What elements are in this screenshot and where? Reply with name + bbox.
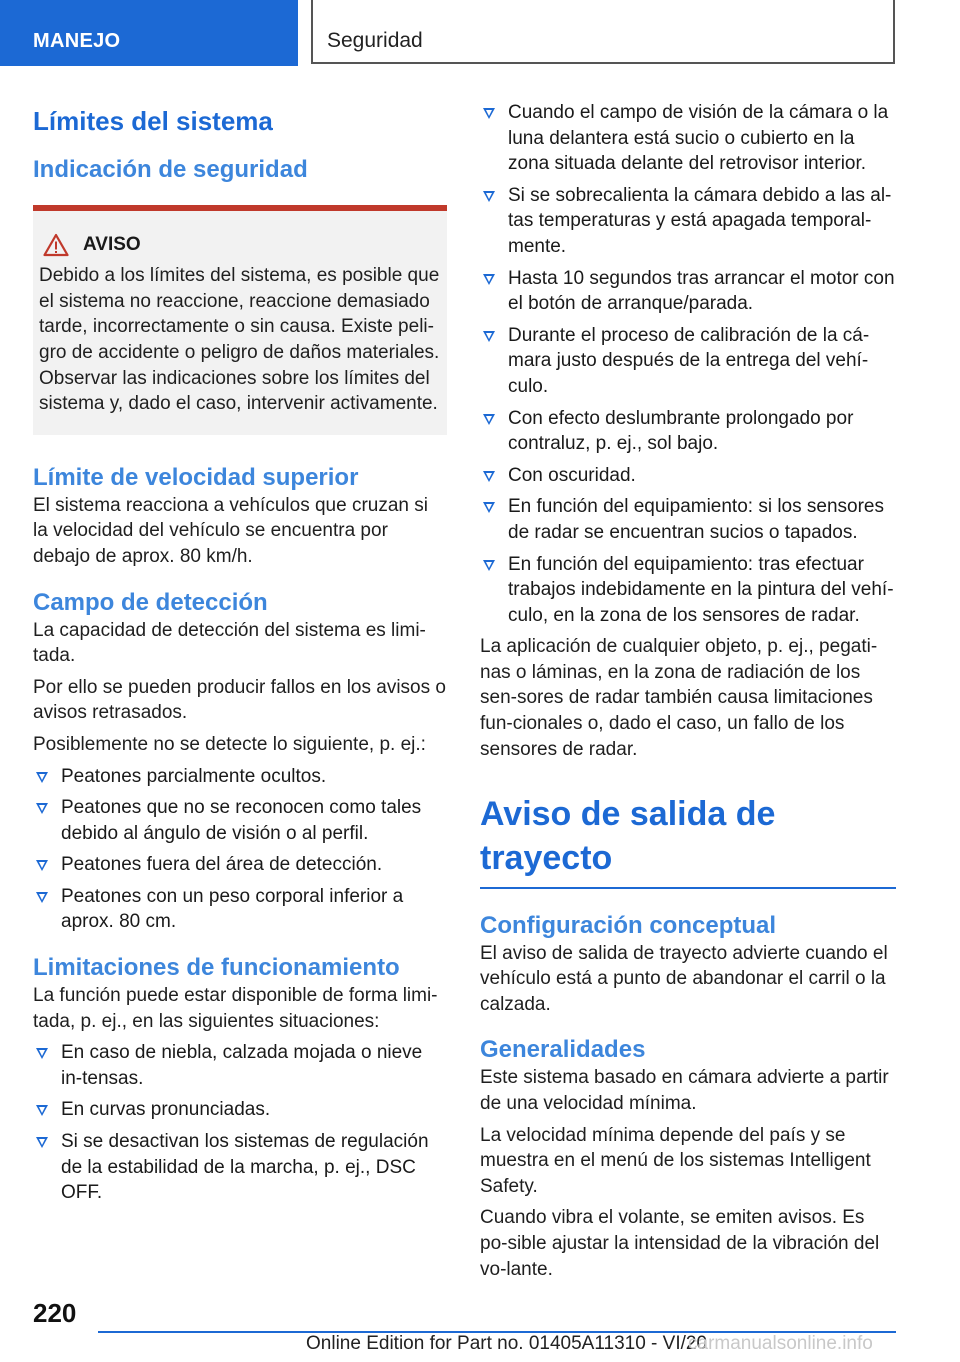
general-heading: Generalidades (480, 1036, 646, 1064)
watermark: carmanualsonline.info (688, 1333, 873, 1354)
triangle-bullet-icon (36, 772, 48, 783)
safety-heading: Indicación de seguridad (33, 156, 308, 184)
list-item: Cuando el campo de visión de la cámara o la luna delantera está sucio o cubierto en la zona situada delante del retrovisor interior. (480, 100, 896, 177)
list-item: Peatones que no se reconocen como tales debido al ángulo de visión o al perfil. (33, 795, 447, 846)
section-title: Límites del sistema (33, 106, 273, 136)
triangle-bullet-icon (483, 471, 495, 482)
warning-box (33, 205, 447, 435)
list-item: Peatones parcialmente ocultos. (33, 764, 447, 790)
general-text-1: Este sistema basado en cámara advierte a partir de una velocidad mínima. (480, 1067, 889, 1114)
general-text-2: La velocidad mínima depende del país y se muestra en el menú de los sistemas Intelligent Safety. (480, 1124, 871, 1197)
detection-text-1: La capacidad de detección del sistema es limi-tada. (33, 619, 426, 667)
concept-heading: Configuración conceptual (480, 911, 777, 939)
radar-objects-text: La aplicación de cualquier objeto, p. ej., pegati-nas o láminas, en la zona de radiación de los sen-sores de radar también causa limitaciones fun-cionales o, dado el caso, un fallo de los sensores de radar. (480, 636, 878, 760)
list-item: Si se sobrecalienta la cámara debido a las al-tas temperaturas y está apagada temporal-mente. (480, 183, 896, 260)
speed-limit-text: El sistema reacciona a vehículos que cruzan si la velocidad del vehículo se encuentra por debajo de aprox. 80 km/h. (33, 494, 428, 567)
chapter-title: Seguridad (311, 0, 895, 64)
list-item: Hasta 10 segundos tras arrancar el motor con el botón de arranque/parada. (480, 266, 896, 317)
edition-text: Online Edition for Part no. 01405A11310 - VI/20 (306, 1333, 708, 1354)
warning-text: Debido a los límites del sistema, es posible que el sistema no reaccione, reaccione demasiado tarde, incorrectamente o sin causa. Existe peli-gro de accidente o peligro de daños materiales. Observar las indicaciones sobre los límites del sistema y, dado el caso, intervenir activamente. (39, 265, 440, 415)
triangle-bullet-icon (483, 108, 495, 119)
triangle-bullet-icon (36, 1105, 48, 1116)
detection-list (33, 764, 447, 936)
triangle-bullet-icon (483, 331, 495, 342)
right-column (480, 100, 896, 1288)
warning-label: AVISO (83, 234, 141, 256)
triangle-bullet-icon (36, 803, 48, 814)
limitations-list (33, 1040, 447, 1206)
limitations-heading: Limitaciones de funcionamiento (33, 954, 400, 982)
list-item: Con efecto deslumbrante prolongado por contraluz, p. ej., sol bajo. (480, 406, 896, 457)
detection-text-2: Por ello se pueden producir fallos en los avisos o avisos retrasados. (33, 676, 446, 724)
list-item: Peatones fuera del área de detección. (33, 852, 447, 878)
triangle-bullet-icon (36, 892, 48, 903)
list-item: Peatones con un peso corporal inferior a aprox. 80 cm. (33, 884, 447, 935)
detection-text-3: Posiblemente no se detecte lo siguiente, p. ej.: (33, 733, 426, 755)
section-tab: MANEJO (0, 0, 298, 66)
list-item: Con oscuridad. (480, 463, 896, 489)
list-item: Durante el proceso de calibración de la cá-mara justo después de la entrega del vehí-culo. (480, 323, 896, 400)
triangle-bullet-icon (483, 414, 495, 425)
list-item: Si se desactivan los sistemas de regulación de la estabilidad de la marcha, p. ej., DSC OFF. (33, 1129, 447, 1206)
triangle-bullet-icon (483, 560, 495, 571)
warning-triangle-icon (43, 233, 69, 257)
triangle-bullet-icon (36, 1048, 48, 1059)
detection-heading: Campo de detección (33, 588, 268, 616)
speed-limit-heading: Límite de velocidad superior (33, 463, 359, 491)
triangle-bullet-icon (483, 502, 495, 513)
page-header (0, 0, 960, 66)
list-item: En función del equipamiento: tras efectuar trabajos indebidamente en la pintura del vehí-culo, en la zona de los sensores de radar. (480, 552, 896, 629)
general-text-3: Cuando vibra el volante, se emiten avisos. Es po-sible ajustar la intensidad de la vibración del vo-lante. (480, 1207, 880, 1280)
lane-departure-title: Aviso de salida de trayecto (480, 792, 896, 888)
conditions-list (480, 100, 896, 628)
limitations-text: La función puede estar disponible de forma limi-tada, p. ej., en las siguientes situaciones: (33, 985, 438, 1032)
concept-text: El aviso de salida de trayecto advierte cuando el vehículo está a punto de abandonar el carril o la calzada. (480, 942, 888, 1015)
page-number: 220 (33, 1298, 77, 1328)
triangle-bullet-icon (483, 274, 495, 285)
triangle-bullet-icon (36, 1137, 48, 1148)
list-item: En función del equipamiento: si los sensores de radar se encuentran sucios o tapados. (480, 494, 896, 545)
list-item: En caso de niebla, calzada mojada o nieve in-tensas. (33, 1040, 447, 1091)
warning-title (43, 233, 441, 257)
triangle-bullet-icon (36, 860, 48, 871)
left-column (33, 96, 447, 1212)
triangle-bullet-icon (483, 191, 495, 202)
list-item: En curvas pronunciadas. (33, 1097, 447, 1123)
